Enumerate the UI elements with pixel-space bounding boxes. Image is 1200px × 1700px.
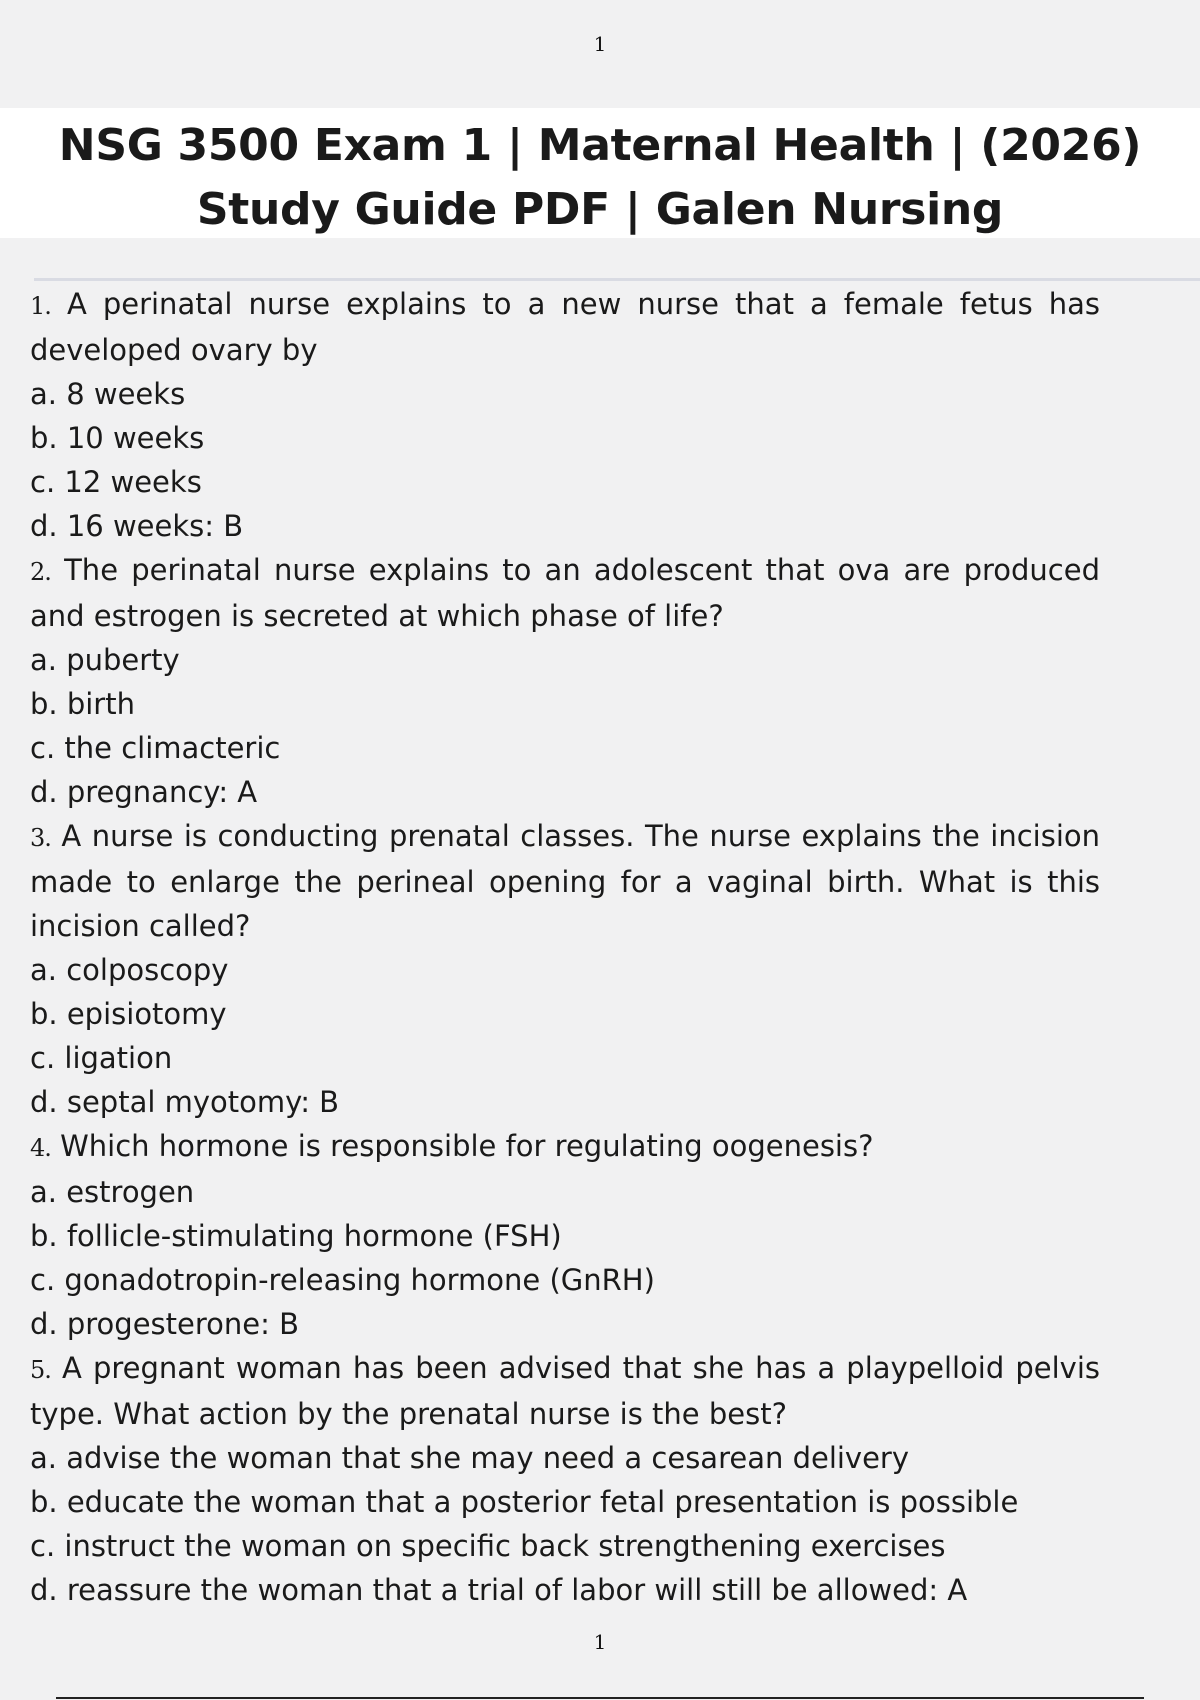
question-number: 5.: [30, 1356, 51, 1384]
option-b: b. 10 weeks: [30, 421, 205, 455]
title-band: [0, 108, 1200, 238]
option-b: b. educate the woman that a posterior fetal presentation is possible: [30, 1485, 1019, 1519]
option-a: a. colposcopy: [30, 953, 229, 987]
option-b: b. follicle-stimulating hormone (FSH): [30, 1219, 562, 1253]
question-text: A perinatal nurse explains to a new nurse that a female fetus has developed ovary by: [30, 287, 1100, 367]
title-divider: [34, 278, 1200, 281]
option-b: b. episiotomy: [30, 997, 227, 1031]
option-b: b. birth: [30, 687, 135, 721]
question-stem: [30, 548, 1100, 638]
option-d-answer: d. progesterone: B: [30, 1307, 299, 1341]
question-number: 4.: [30, 1134, 51, 1162]
question-1: [30, 282, 1100, 548]
question-number: 1.: [30, 292, 51, 320]
footer-rule: [56, 1697, 1144, 1699]
question-list: [30, 282, 1100, 1612]
option-a: a. estrogen: [30, 1175, 195, 1209]
question-stem: [30, 1346, 1100, 1436]
question-stem: [30, 1124, 1100, 1170]
question-stem: [30, 282, 1100, 372]
question-stem: [30, 814, 1100, 948]
option-c: c. ligation: [30, 1041, 173, 1075]
page-number-top: 1: [593, 32, 607, 56]
option-a: a. 8 weeks: [30, 377, 186, 411]
option-d-answer: d. pregnancy: A: [30, 775, 258, 809]
question-number: 3.: [30, 824, 51, 852]
question-3: [30, 814, 1100, 1124]
question-text: A pregnant woman has been advised that she has a playpelloid pelvis type. What action by the prenatal nurse is the best?: [30, 1351, 1101, 1431]
option-d: d. reassure the woman that a trial of labor will still be allowed: A: [30, 1573, 968, 1607]
option-d-answer: d. septal myotomy: B: [30, 1085, 340, 1119]
question-4: [30, 1124, 1100, 1346]
question-2: [30, 548, 1100, 814]
question-text: A nurse is conducting prenatal classes. The nurse explains the incision made to enlarge the perineal opening for a vaginal birth. What is this incision called?: [30, 819, 1101, 943]
question-text: The perinatal nurse explains to an adolescent that ova are produced and estrogen is secreted at which phase of life?: [30, 553, 1100, 633]
option-d-answer: d. 16 weeks: B: [30, 509, 244, 543]
question-5: [30, 1346, 1100, 1612]
document-title: NSG 3500 Exam 1 | Maternal Health | (2026) Study Guide PDF | Galen Nursing: [58, 120, 1142, 235]
question-text: Which hormone is responsible for regulating oogenesis?: [60, 1129, 874, 1163]
option-c: c. the climacteric: [30, 731, 281, 765]
option-a-answer: a. advise the woman that she may need a cesarean delivery: [30, 1441, 910, 1475]
option-c: c. instruct the woman on specific back strengthening exercises: [30, 1529, 946, 1563]
page-number-bottom: 1: [593, 1630, 607, 1654]
option-a: a. puberty: [30, 643, 180, 677]
option-c: c. 12 weeks: [30, 465, 202, 499]
question-number: 2.: [30, 558, 51, 586]
option-c: c. gonadotropin-releasing hormone (GnRH): [30, 1263, 655, 1297]
